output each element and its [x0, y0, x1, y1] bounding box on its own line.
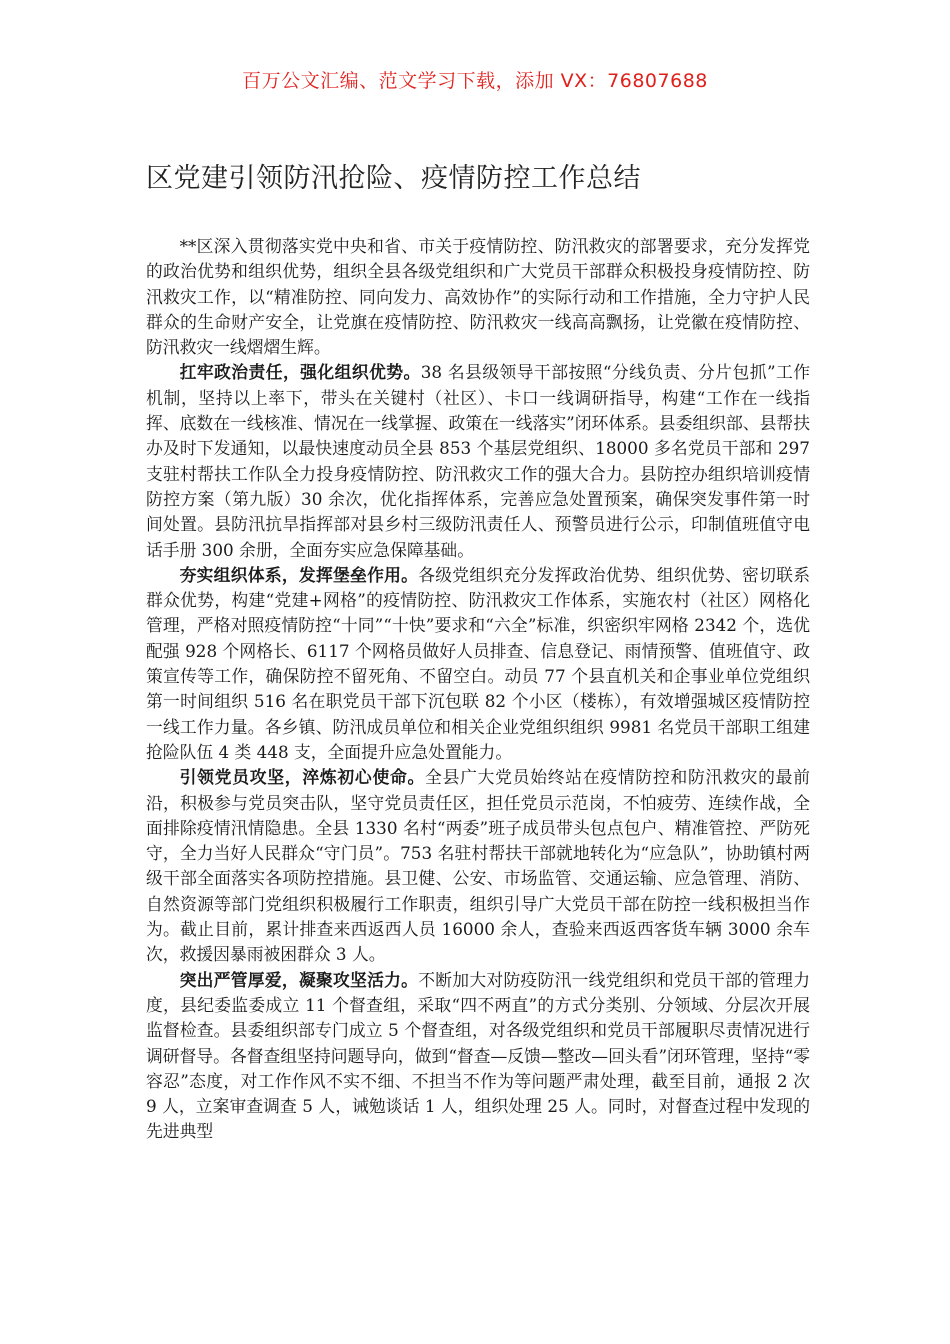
paragraph-lead: 突出严管厚爱，凝聚攻坚活力。: [179, 969, 419, 990]
paragraph-lead: 引领党员攻坚，淬炼初心使命。: [179, 767, 426, 788]
paragraph-lead: 扛牢政治责任，强化组织优势。: [179, 362, 421, 383]
paragraph-lead: 夯实组织体系，发挥堡垒作用。: [179, 564, 419, 585]
document-body: [146, 234, 810, 1145]
paragraph-text: 各级党组织充分发挥政治优势、组织优势、密切联系群众优势，构建“党建+网格”的疫情防控、防汛救灾工作体系，实施农村（社区）网格化管理，严格对照疫情防控“十同”“十快”要求和“六全”标准，织密织牢网格 2342 个，选优配强 928 个网格长、6117 个网格员做好人员排查、信息登记、雨情预警、值班值守、政策宣传等工作，确保防控不留死角、不留空白。动员 77 个县直机关和企事业单位党组织第一时间组织 516 名在职党员干部下沉包联 82 个小区（楼栋），有效增强城区疫情防控一线工作力量。各乡镇、防汛成员单位和相关企业党组织组织 9981 名党员干部职工组建抢险队伍 4 类 448 支，全面提升应急处置能力。: [146, 564, 810, 762]
paragraph-text: 不断加大对防疫防汛一线党组织和党员干部的管理力度，县纪委监委成立 11 个督查组，采取“四不两直”的方式分类别、分领域、分层次开展监督检查。县委组织部专门成立 5 个督查组，对各级党组织和党员干部履职尽责情况进行调研督导。各督查组坚持问题导向，做到“督查—反馈—整改—回头看”闭环管理，坚持“零容忍”态度，对工作作风不实不细、不担当不作为等问题严肃处理，截至目前，通报 2 次 9 人，立案审查调查 5 人，诫勉谈话 1 人，组织处理 25 人。同时，对督查过程中发现的先进典型: [146, 969, 810, 1142]
paragraph-political-responsibility: [146, 360, 810, 562]
paragraph-text: 38 名县级领导干部按照“分线负责、分片包抓”工作机制，坚持以上率下，带头在关键村（社区）、卡口一线调研指导，构建“工作在一线指挥、底数在一线核准、情况在一线掌握、政策在一线落实”闭环体系。县委组织部、县帮扶办及时下发通知，以最快速度动员全县 853 个基层党组织、18000 多名党员干部和 297 支驻村帮扶工作队全力投身疫情防控、防汛救灾工作的强大合力。县防控办组织培训疫情防控方案（第九版）30 余次，优化指挥体系，完善应急处置预案，确保突发事件第一时间处置。县防汛抗旱指挥部对县乡村三级防汛责任人、预警员进行公示，印制值班值守电话手册 300 余册，全面夯实应急保障基础。: [146, 362, 810, 560]
paragraph-intro: [146, 234, 810, 360]
document-title: 区党建引领防汛抢险、疫情防控工作总结: [146, 163, 641, 194]
header-banner: 百万公文汇编、范文学习下载，添加 VX：76807688: [242, 70, 708, 92]
paragraph-text: 全县广大党员始终站在疫情防控和防汛救灾的最前沿，积极参与党员突击队，坚守党员责任区，担任党员示范岗，不怕疲劳、连续作战，全面排除疫情汛情隐患。全县 1330 名村“两委”班子成员带头包点包户、精准管控、严防死守，全力当好人民群众“守门员”。753 名驻村帮扶干部就地转化为“应急队”，协助镇村两级干部全面落实各项防控措施。县卫健、公安、市场监管、交通运输、应急管理、消防、自然资源等部门党组织积极履行工作职责，组织引导广大党员干部在防控一线积极担当作为。截止目前，累计排查来西返西人员 16000 余人，查验来西返西客货车辆 3000 余车次，救援因暴雨被困群众 3 人。: [146, 767, 810, 965]
paragraph-party-members: [146, 765, 810, 967]
paragraph-strict-management: [146, 968, 810, 1145]
paragraph-organization-system: [146, 563, 810, 765]
paragraph-text: **区深入贯彻落实党中央和省、市关于疫情防控、防汛救灾的部署要求，充分发挥党的政治优势和组织优势，组织全县各级党组织和广大党员干部群众积极投身疫情防控、防汛救灾工作，以“精准防控、同向发力、高效协作”的实际行动和工作措施，全力守护人民群众的生命财产安全，让党旗在疫情防控、防汛救灾一线高高飘扬，让党徽在疫情防控、防汛救灾一线熠熠生辉。: [146, 236, 810, 358]
